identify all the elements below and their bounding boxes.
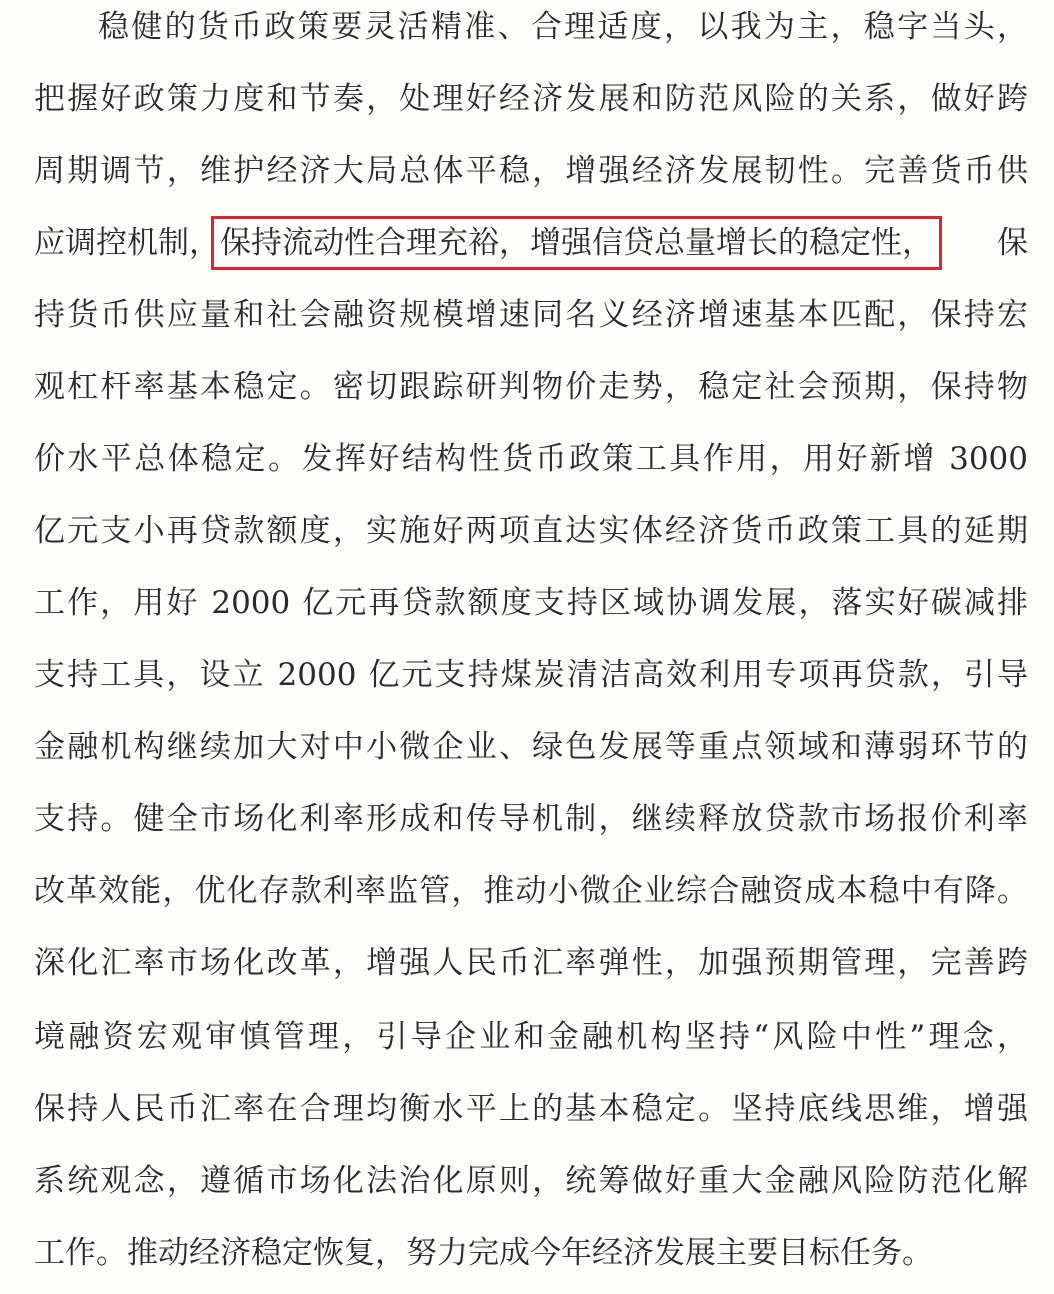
text-line-8: 亿元支小再贷款额度，实施好两项直达实体经济货币政策工具的延期 [34,513,1028,549]
text-line-3: 周期调节，维护经济大局总体平稳，增强经济发展韧性。完善货币供 [34,153,1028,189]
text-line-7: 价水平总体稳定。发挥好结构性货币政策工具作用，用好新增 3000 [34,441,1028,477]
text-line-11: 金融机构继续加大对中小微企业、绿色发展等重点领域和薄弱环节的 [34,729,1028,765]
text-line-1: 稳健的货币政策要灵活精准、合理适度，以我为主，稳字当头， [98,9,1028,45]
text-line-6: 观杠杆率基本稳定。密切跟踪研判物价走势，稳定社会预期，保持物 [34,369,1028,405]
line-4-suffix: 保 [997,225,1028,261]
text-line-9: 工作，用好 2000 亿元再贷款额度支持区域协调发展，落实好碳减排 [34,585,1028,621]
text-line-16: 保持人民币汇率在合理均衡水平上的基本稳定。坚持底线思维，增强 [34,1091,1028,1127]
line-4-prefix: 应调控机制， [34,225,220,261]
text-line-2: 把握好政策力度和节奏，处理好经济发展和防范风险的关系，做好跨 [34,81,1028,117]
highlighted-phrase: 保持流动性合理充裕，增强信贷总量增长的稳定性， [220,225,933,261]
text-line-12: 支持。健全市场化利率形成和传导机制，继续释放贷款市场报价利率 [34,801,1028,837]
text-line-15: 境融资宏观审慎管理，引导企业和金融机构坚持“风险中性”理念， [34,1019,1028,1055]
text-line-18: 工作。推动经济稳定恢复，努力完成今年经济发展主要目标任务。 [34,1235,933,1271]
text-line-17: 系统观念，遵循市场化法治化原则，统筹做好重大金融风险防范化解 [34,1163,1028,1199]
text-line-5: 持货币供应量和社会融资规模增速同名义经济增速基本匹配，保持宏 [34,297,1028,333]
text-line-14: 深化汇率市场化改革，增强人民币汇率弹性，加强预期管理，完善跨 [34,945,1028,981]
text-line-13: 改革效能，优化存款利率监管，推动小微企业综合融资成本稳中有降。 [34,873,1028,909]
text-line-10: 支持工具，设立 2000 亿元支持煤炭清洁高效利用专项再贷款，引导 [34,657,1028,693]
text-line-4 [34,218,1028,268]
